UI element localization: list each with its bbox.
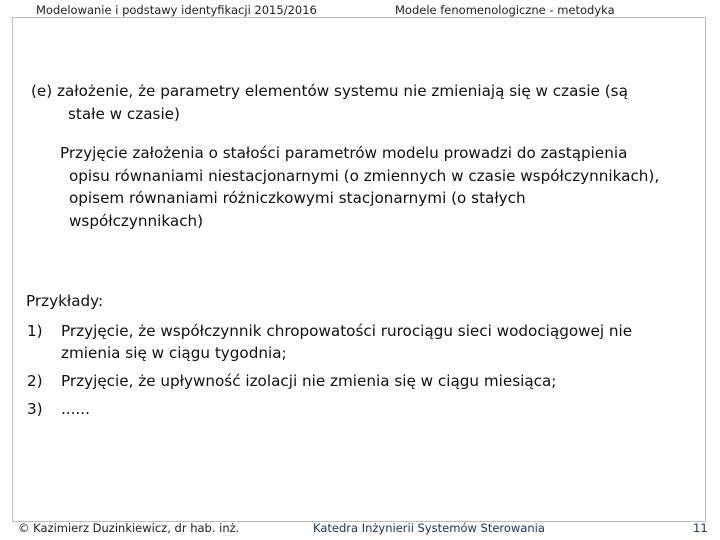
assumption-e-line-1: (e) założenie, że parametry elementów systemu nie zmieniają się w czasie (są (31, 82, 628, 100)
footer-page-number: 11 (693, 521, 708, 535)
consequence-line-2: opisu równaniami niestacjonarnymi (o zmiennych w czasie współczynnikach), (69, 166, 660, 185)
example-text (61, 320, 632, 364)
example-text (61, 398, 90, 420)
example-text (61, 370, 556, 392)
consequence-line-4: współczynnikach) (69, 211, 204, 230)
example-line-2: zmienia się w ciągu tygodnia; (61, 344, 287, 362)
consequence-line-3: opisem równaniami różniczkowymi stacjonarnymi (o stałych (69, 189, 526, 207)
example-line-1: Przyjęcie, że współczynnik chropowatości rurociągu sieci wodociągowej nie (61, 322, 633, 340)
example-number: 2) (27, 372, 43, 390)
example-number: 3) (27, 400, 43, 418)
footer-department: Katedra Inżynierii Systemów Sterowania (313, 521, 545, 535)
examples-heading: Przykłady: (26, 292, 104, 310)
example-line-1: ...... (61, 400, 90, 418)
consequence-line-1: Przyjęcie założenia o stałości parametrów modelu prowadzi do zastąpienia (60, 144, 628, 162)
footer-author: © Kazimierz Duzinkiewicz, dr hab. inż. (18, 521, 240, 535)
consequence-paragraph (60, 142, 659, 232)
example-number: 1) (27, 322, 43, 340)
assumption-e-line-2: stałe w czasie) (68, 105, 180, 123)
example-line-1: Przyjęcie, że upływność izolacji nie zmienia się w ciągu miesiąca; (61, 372, 557, 390)
header-section-title: Modele fenomenologiczne - metodyka (395, 3, 615, 17)
header-course-title: Modelowanie i podstawy identyfikacji 2015/2016 (36, 3, 317, 17)
assumption-e-paragraph (31, 80, 628, 126)
